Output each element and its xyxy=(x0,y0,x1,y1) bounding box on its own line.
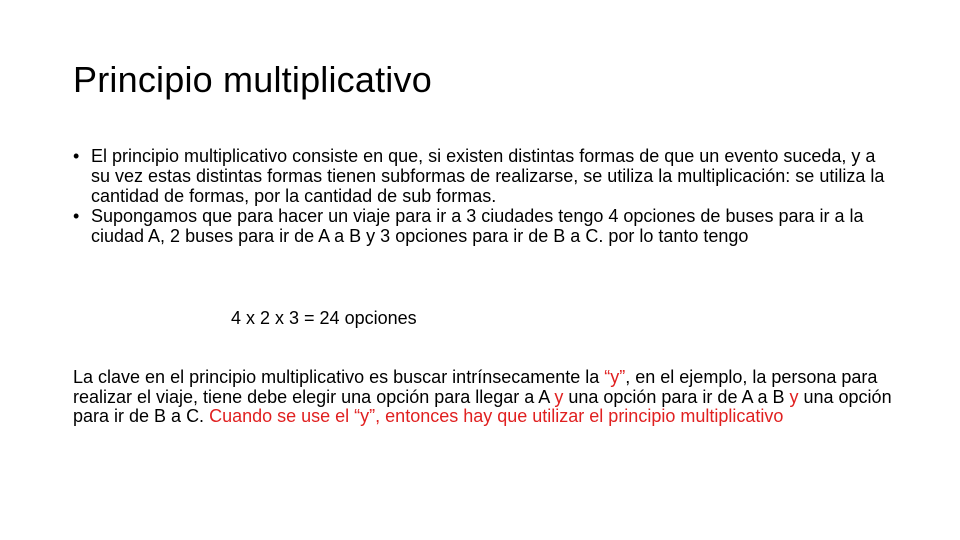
equation: 4 x 2 x 3 = 24 opciones xyxy=(231,308,417,328)
bullet-item xyxy=(73,146,893,206)
slide-title: Principio multiplicativo xyxy=(73,59,432,100)
bullet-list xyxy=(73,146,893,246)
highlight-rule: Cuando se use el “y”, entonces hay que utilizar el principio multiplicativo xyxy=(209,406,784,426)
conclusion-paragraph xyxy=(73,368,893,427)
highlight-y: y xyxy=(789,386,799,407)
bullet-text: El principio multiplicativo consiste en que, si existen distintas formas de que un evento suceda, y a su vez estas distintas formas tienen subformas de realizarse, se utiliza la multiplicación: se utiliza la cantidad de formas, por la cantidad de sub formas. xyxy=(91,146,885,206)
bullet-text: Supongamos que para hacer un viaje para ir a 3 ciudades tengo 4 opciones de buses para ir a la ciudad A, 2 buses para ir de A a B y 3 opciones para ir de B a C. por lo tanto tengo xyxy=(91,206,864,246)
conclusion-text: La clave en el principio multiplicativo es buscar intrínsecamente la xyxy=(73,367,605,387)
bullet-item xyxy=(73,206,893,246)
conclusion-text: una opción para ir de A a B xyxy=(563,386,790,407)
highlight-y: “y” xyxy=(604,367,626,387)
conclusion-text: , en el ejemplo, la persona para realizar el viaje, tiene debe elegir una opción para llegar a A xyxy=(73,367,878,407)
bullet-marker: • xyxy=(73,206,80,226)
bullet-marker: • xyxy=(73,146,80,166)
highlight-y: y xyxy=(554,386,564,407)
conclusion-text: una opción para ir de B a C. xyxy=(73,386,892,426)
